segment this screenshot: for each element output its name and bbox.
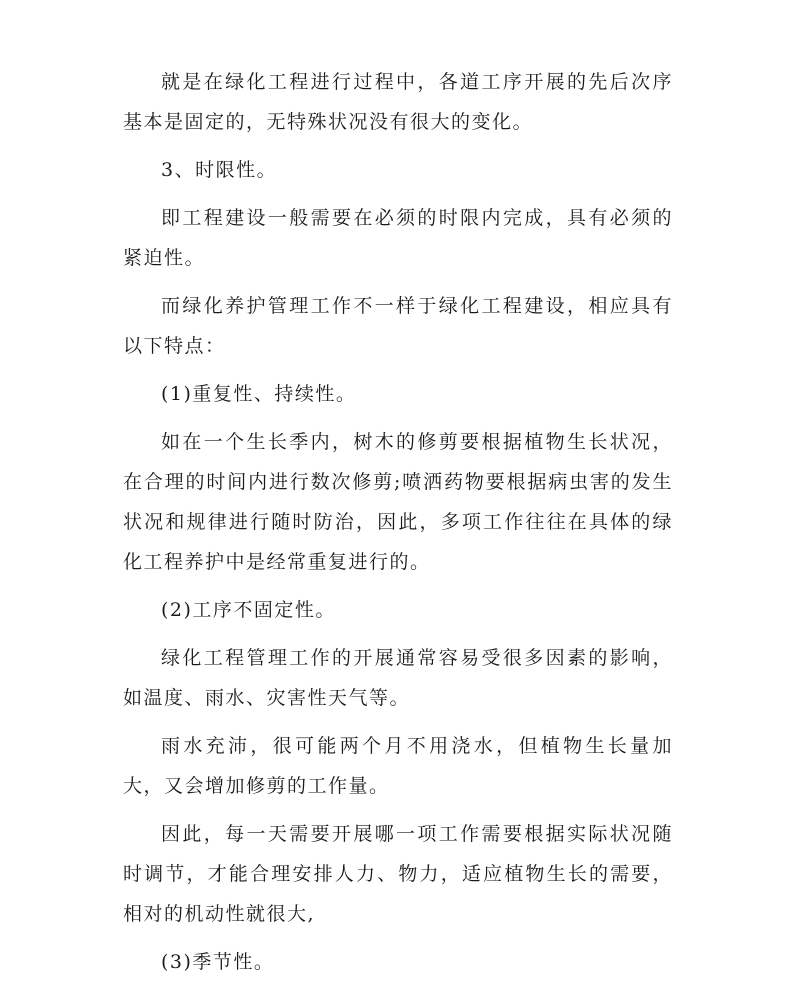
paragraph-2: 3、时限性。 bbox=[161, 159, 278, 181]
paragraph-6: 如在一个生长季内，树木的修剪要根据植物生长状况，在合理的时间内进行数次修剪;喷洒药物要根据病虫害的发生状况和规律进行随时防治，因此，多项工作往往在具体的绿化工程养护中是经常重复进行的。 bbox=[123, 431, 673, 573]
paragraph-9: 雨水充沛，很可能两个月不用浇水，但植物生长量加大，又会增加修剪的工作量。 bbox=[123, 735, 673, 797]
paragraph-5: (1)重复性、持续性。 bbox=[161, 383, 357, 405]
paragraph-3: 即工程建设一般需要在必须的时限内完成，具有必须的紧迫性。 bbox=[123, 207, 673, 269]
paragraph-4: 而绿化养护管理工作不一样于绿化工程建设，相应具有以下特点： bbox=[123, 295, 673, 357]
document-body bbox=[123, 62, 673, 990]
paragraph-10: 因此，每一天需要开展哪一项工作需要根据实际状况随时调节，才能合理安排人力、物力，适应植物生长的需要，相对的机动性就很大, bbox=[123, 823, 673, 925]
paragraph-8: 绿化工程管理工作的开展通常容易受很多因素的影响，如温度、雨水、灾害性天气等。 bbox=[123, 647, 673, 709]
paragraph-7: (2)工序不固定性。 bbox=[161, 599, 336, 621]
paragraph-1: 就是在绿化工程进行过程中，各道工序开展的先后次序基本是固定的，无特殊状况没有很大的变化。 bbox=[123, 71, 673, 133]
paragraph-11: (3)季节性。 bbox=[161, 951, 275, 973]
